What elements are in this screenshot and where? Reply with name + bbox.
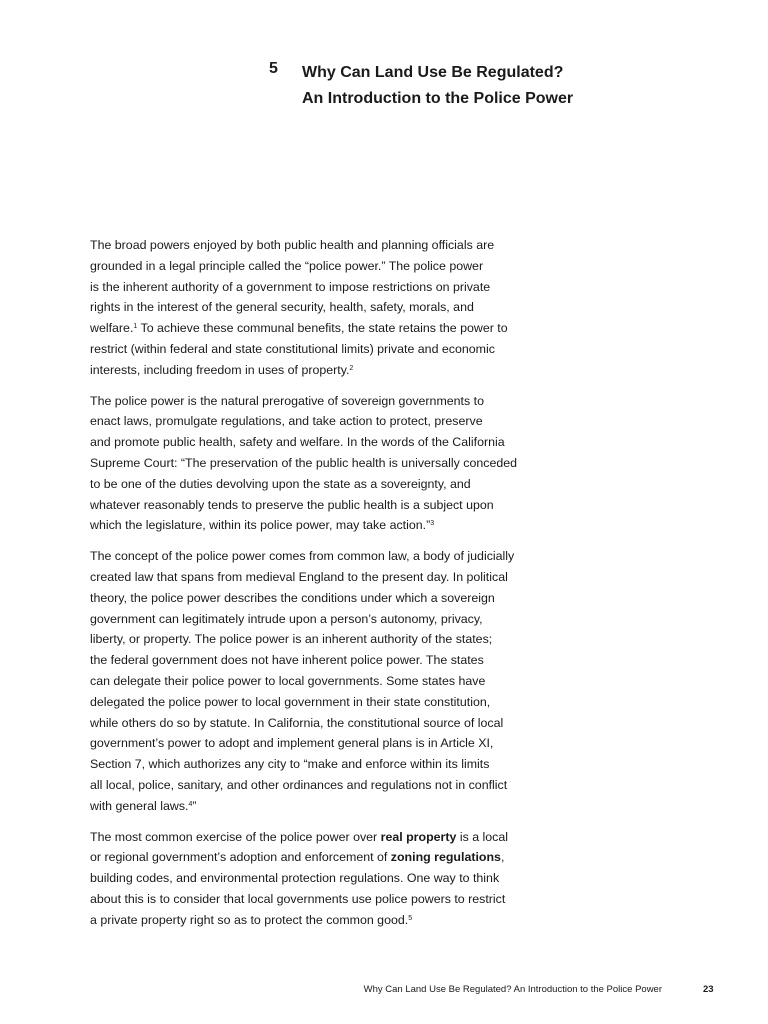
text-line bbox=[90, 297, 510, 318]
text-line bbox=[90, 733, 510, 754]
page-footer bbox=[0, 984, 768, 1000]
text-line bbox=[90, 754, 510, 775]
line-text-after: ” bbox=[192, 798, 197, 813]
text-line bbox=[90, 868, 510, 889]
text-line bbox=[90, 495, 510, 516]
line-text: with general laws. bbox=[90, 798, 189, 813]
line-text: and promote public health, safety and welfare. In the words of the California bbox=[90, 435, 505, 450]
paragraph bbox=[90, 827, 510, 931]
text-line bbox=[90, 567, 510, 588]
text-line bbox=[90, 847, 510, 868]
running-title: Why Can Land Use Be Regulated? An Introduction to the Police Power bbox=[363, 984, 662, 995]
chapter-number: 5 bbox=[269, 60, 278, 77]
text-line bbox=[90, 775, 510, 796]
line-text: welfare. bbox=[90, 321, 134, 336]
text-line bbox=[90, 713, 510, 734]
footnote-marker: 2 bbox=[349, 364, 354, 372]
text-line bbox=[90, 411, 510, 432]
line-text: building codes, and environmental protection regulations. One way to think bbox=[90, 871, 500, 886]
text-line bbox=[90, 671, 510, 692]
text-line bbox=[90, 256, 510, 277]
line-text: whatever reasonably tends to preserve the public health is a subject upon bbox=[90, 497, 494, 512]
paragraph bbox=[90, 391, 518, 537]
footnote-marker: 1 bbox=[133, 323, 138, 331]
text-line bbox=[90, 360, 510, 381]
text-line bbox=[90, 546, 515, 567]
text-line bbox=[90, 474, 510, 495]
text-line bbox=[90, 339, 510, 360]
page-number: 23 bbox=[703, 984, 714, 995]
line-text: interests, including freedom in uses of property. bbox=[90, 362, 350, 377]
text-line bbox=[90, 692, 510, 713]
text-line bbox=[90, 889, 510, 910]
line-text: The police power is the natural prerogative of sovereign governments to bbox=[90, 393, 484, 408]
line-text: which the legislature, within its police power, may take action.” bbox=[90, 518, 431, 533]
text-line bbox=[90, 453, 518, 474]
line-text: is the inherent authority of a government to impose restrictions on private bbox=[90, 279, 491, 294]
line-text: liberty, or property. The police power is an inherent authority of the states; bbox=[90, 632, 493, 647]
line-text-after: is a local bbox=[456, 829, 509, 844]
text-line bbox=[90, 650, 510, 671]
line-text: The most common exercise of the police power over bbox=[90, 829, 381, 844]
line-text: a private property right so as to protect the common good. bbox=[90, 912, 409, 927]
paragraph bbox=[90, 235, 510, 381]
text-line bbox=[90, 910, 510, 931]
line-text: The concept of the police power comes from common law, a body of judicially bbox=[90, 549, 515, 564]
line-text-after: To achieve these communal benefits, the state retains the power to bbox=[137, 321, 508, 336]
text-line bbox=[90, 629, 510, 650]
line-text: or regional government’s adoption and enforcement of bbox=[90, 850, 391, 865]
text-line bbox=[90, 827, 510, 848]
bold-term: real property bbox=[380, 829, 457, 844]
footnote-marker: 5 bbox=[408, 914, 413, 922]
line-text: can delegate their police power to local governments. Some states have bbox=[90, 673, 486, 688]
line-text: rights in the interest of the general security, health, safety, morals, and bbox=[90, 300, 474, 315]
text-line bbox=[90, 515, 510, 536]
line-text: grounded in a legal principle called the “police power.” The police power bbox=[90, 258, 484, 273]
line-text: The broad powers enjoyed by both public health and planning officials are bbox=[90, 238, 495, 252]
line-text: Supreme Court: “The preservation of the public health is universally conceded bbox=[90, 455, 518, 470]
line-text-after: , bbox=[500, 850, 505, 865]
footnote-marker: 4 bbox=[188, 800, 193, 808]
line-text: government can legitimately intrude upon a person’s autonomy, privacy, bbox=[90, 611, 483, 626]
text-line bbox=[90, 318, 510, 339]
body-text bbox=[90, 235, 518, 941]
text-line bbox=[90, 609, 510, 630]
text-line bbox=[90, 588, 510, 609]
chapter-title-line-1: Why Can Land Use Be Regulated? bbox=[302, 64, 564, 81]
bold-term: zoning regulations bbox=[390, 850, 501, 865]
line-text: Section 7, which authorizes any city to “make and enforce within its limits bbox=[90, 757, 490, 772]
chapter-title bbox=[302, 60, 573, 112]
line-text: to be one of the duties devolving upon the state as a sovereignty, and bbox=[90, 476, 471, 491]
text-line bbox=[90, 391, 510, 412]
line-text: restrict (within federal and state constitutional limits) private and economic bbox=[90, 341, 495, 356]
line-text: all local, police, sanitary, and other ordinances and regulations not in conflict bbox=[90, 777, 508, 792]
line-text: about this is to consider that local governments use police powers to restrict bbox=[90, 891, 506, 906]
text-line bbox=[90, 796, 510, 817]
chapter-title-line-2: An Introduction to the Police Power bbox=[302, 90, 574, 107]
line-text: government’s power to adopt and implement general plans is in Article XI, bbox=[90, 736, 494, 751]
paragraph bbox=[90, 546, 515, 816]
line-text: created law that spans from medieval England to the present day. In political bbox=[90, 569, 508, 584]
text-line bbox=[90, 235, 510, 256]
line-text: the federal government does not have inherent police power. The states bbox=[90, 653, 484, 668]
footnote-marker: 3 bbox=[430, 520, 435, 528]
line-text: delegated the police power to local government in their state constitution, bbox=[90, 694, 491, 709]
line-text: enact laws, promulgate regulations, and take action to protect, preserve bbox=[90, 414, 483, 429]
line-text: while others do so by statute. In California, the constitutional source of local bbox=[90, 715, 504, 730]
text-line bbox=[90, 432, 510, 453]
text-line bbox=[90, 277, 510, 298]
line-text: theory, the police power describes the conditions under which a sovereign bbox=[90, 590, 495, 605]
